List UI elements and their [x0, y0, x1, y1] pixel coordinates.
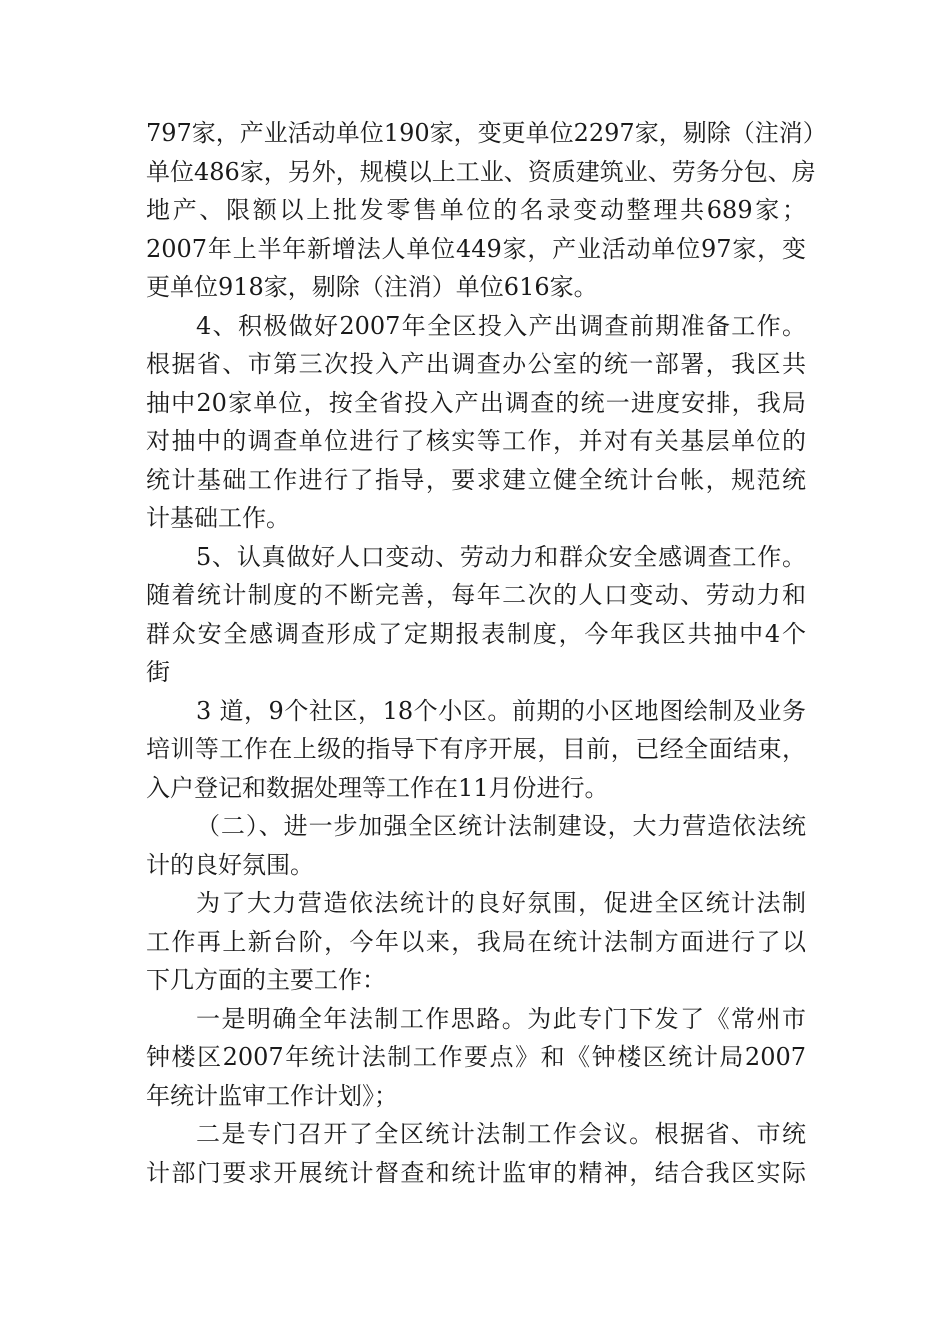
- document-line: 797家，产业活动单位190家，变更单位2297家，剔除（注消）: [146, 119, 827, 147]
- document-line: 统计基础工作进行了指导，要求建立健全统计台帐，规范统: [146, 465, 806, 494]
- document-line: 街: [146, 658, 170, 686]
- document-line: 入户登记和数据处理等工作在11月份进行。: [146, 773, 609, 802]
- document-line: 抽中20家单位，按全省投入产出调查的统一进度安排，我局: [146, 388, 806, 417]
- document-line: 地产、限额以上批发零售单位的名录变动整理共689家；: [146, 196, 806, 224]
- document-line: 培训等工作在上级的指导下有序开展，目前，已经全面结束，: [146, 735, 806, 763]
- document-line: 下几方面的主要工作：: [146, 966, 386, 994]
- document-line: 计的良好氛围。: [146, 850, 314, 879]
- document-line: 根据省、市第三次投入产出调查办公室的统一部署，我区共: [146, 350, 806, 378]
- document-line: 4、积极做好2007年全区投入产出调查前期准备工作。: [196, 311, 806, 340]
- document-line: 单位486家，另外，规模以上工业、资质建筑业、劳务分包、房: [146, 157, 816, 186]
- document-line: 为了大力营造依法统计的良好氛围，促进全区统计法制: [196, 889, 806, 917]
- document-line: 随着统计制度的不断完善，每年二次的人口变动、劳动力和: [146, 581, 806, 609]
- document-line: 钟楼区2007年统计法制工作要点》和《钟楼区统计局2007: [146, 1043, 806, 1071]
- document-line: 3 道，9个社区，18个小区。前期的小区地图绘制及业务: [196, 696, 806, 725]
- document-line: 更单位918家，剔除（注消）单位616家。: [146, 273, 598, 301]
- document-line: （二）、进一步加强全区统计法制建设，大力营造依法统: [196, 812, 806, 840]
- document-line: 5、认真做好人口变动、劳动力和群众安全感调查工作。: [196, 542, 806, 571]
- document-line: 二是专门召开了全区统计法制工作会议。根据省、市统: [196, 1120, 806, 1148]
- document-line: 群众安全感调查形成了定期报表制度，今年我区共抽中4个: [146, 619, 806, 648]
- document-line: 工作再上新台阶，今年以来，我局在统计法制方面进行了以: [146, 927, 806, 956]
- document-line: 计基础工作。: [146, 504, 290, 532]
- document-line: 年统计监审工作计划》；: [146, 1081, 398, 1110]
- document-body: [146, 114, 827, 1192]
- document-line: 计部门要求开展统计督查和统计监审的精神，结合我区实际: [146, 1158, 806, 1187]
- document-line: 一是明确全年法制工作思路。为此专门下发了《常州市: [196, 1004, 806, 1033]
- document-line: 2007年上半年新增法人单位449家，产业活动单位97家，变: [146, 234, 806, 263]
- document-line: 对抽中的调查单位进行了核实等工作，并对有关基层单位的: [146, 427, 806, 455]
